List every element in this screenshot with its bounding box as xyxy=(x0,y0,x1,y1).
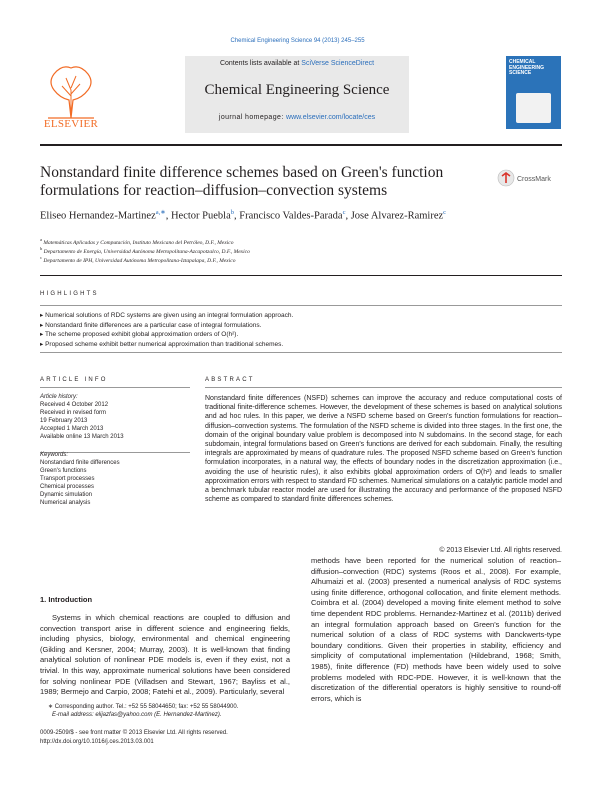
article-title: Nonstandard finite difference schemes based on Green's function formulations for reaction–diffusion–convection systems xyxy=(40,164,444,199)
journal-citation[interactable]: Chemical Engineering Science 94 (2013) 245–255 xyxy=(230,38,365,44)
cover-title: CHEMICAL ENGINEERING SCIENCE xyxy=(509,59,545,76)
body-column-left: Systems in which chemical reactions are coupled to diffusion and convection transport arise in different science and engineering fields, including physics, biology, environmental and chemical engineering (Gikling and Kersner, 2004; Murray, 2003). It is well-known that finding analytical solution of nonlinear PDE models is, even if they exist, not a trivial. In this way, approximate numerical solutions have been considered for solving nonlinear PDE (Villadsen and Stewart, 1967; Bayliss et al., 1989; Bermejo and Carpio, 2008; Fatehi et al., 2009). Particularly, several xyxy=(40,613,290,697)
homepage-link[interactable]: www.elsevier.com/locate/ces xyxy=(286,114,376,121)
author-name: Eliseo Hernandez-Martinez xyxy=(40,210,156,222)
author-name: Francisco Valdes-Parada xyxy=(239,210,343,222)
section-heading: 1. Introduction xyxy=(40,595,93,604)
keyword: Green's functions xyxy=(40,468,87,474)
email-note[interactable]: E-mail address: elijazfas@yahoo.com (E. Hernandez-Martinez). xyxy=(52,712,222,718)
history-item: Accepted 1 March 2013 xyxy=(40,426,104,432)
publisher-name: ELSEVIER xyxy=(43,118,99,130)
cover-illustration xyxy=(516,93,551,123)
author-sup[interactable]: a,∗ xyxy=(155,209,166,216)
article-info-rule xyxy=(40,387,190,388)
journal-title: Chemical Engineering Science xyxy=(204,82,390,98)
corresponding-author-note: ∗ Corresponding author. Tel.: +52 55 58044650; fax: +52 55 58044900. xyxy=(48,704,239,710)
keyword: Nonstandard finite differences xyxy=(40,460,120,466)
author-sup[interactable]: b xyxy=(230,209,234,216)
affiliation-rule xyxy=(40,275,562,276)
keyword: Dynamic simulation xyxy=(40,492,93,498)
body-column-right: methods have been reported for the numerical solution of reaction–diffusion–convection (RDC) systems (Roos et al., 2008). For example, Alhumaizi et al. (2003) presented a numerical analysis of RDC systems using finite difference, orthogonal collocation, and finite element methods. Coimbra et al. (2004) developed a moving finite element method to solve time dependent RDC problems. Hernandez-Martinez et al. (2011b) derived an integral formulation approach based on Green's function for the numerical solution of a class of RDC systems with Danckwerts-type boundary conditions. Given their properties in stability, efficiency and simplicity of computational implementation (Hildebrand, 1968; Smith, 1985), finite difference (FD) methods have been widely used to solve problems modeled with RDC-PDE. However, it is well-known that the discretization of the differential operators is highly sensitive to round-off errors, which is xyxy=(311,556,561,703)
history-label: Article history: xyxy=(40,394,78,400)
copyright-notice: © 2013 Elsevier Ltd. All rights reserved. xyxy=(439,547,562,554)
highlight-item: ▸ Numerical solutions of RDC systems are given using an integral formulation approach. xyxy=(40,312,294,319)
history-item: Received 4 October 2012 xyxy=(40,402,109,408)
keyword: Numerical analysis xyxy=(40,500,91,506)
crossmark-icon[interactable] xyxy=(497,168,557,188)
journal-cover-image xyxy=(506,56,561,129)
keyword: Chemical processes xyxy=(40,484,95,490)
keyword: Transport processes xyxy=(40,476,95,482)
article-info-heading: ARTICLE INFO xyxy=(40,377,108,383)
highlights-heading: HIGHLIGHTS xyxy=(40,291,99,297)
affiliation: $^a$ Matemáticas Aplicadas y Computación, Instituto Mexicano del Petróleo, D.F., Mexico xyxy=(40,237,234,246)
contents-line xyxy=(185,60,409,67)
highlight-item: ▸ Proposed scheme exhibit better numerical approximation than traditional schemes. xyxy=(40,340,284,348)
author-name: Jose Alvarez-Ramirez xyxy=(350,210,444,222)
contents-prefix: Contents lists available at xyxy=(219,60,302,67)
homepage-label: journal homepage: xyxy=(218,114,287,121)
doi-link[interactable]: http://dx.doi.org/10.1016/j.ces.2013.03.001 xyxy=(40,739,154,745)
abstract-rule xyxy=(205,387,562,388)
highlights-bottom-rule xyxy=(40,352,562,353)
affiliation: $^c$ Departamento de IPH, Universidad Autónoma Metropolitana-Iztapalapa, D.F., Mexico xyxy=(40,255,236,264)
highlight-item: ▸ The scheme proposed exhibit global approximation orders of O(h²). xyxy=(40,331,239,338)
history-item: Received in revised form xyxy=(40,410,107,416)
elsevier-tree-logo xyxy=(40,56,102,126)
history-item: Available online 13 March 2013 xyxy=(40,434,124,440)
highlights-rule xyxy=(40,305,562,306)
author-sup[interactable]: c xyxy=(443,209,447,216)
affiliation: $^b$ Departamento de Energía, Universidad Autónoma Metropolitana-Azcapotzalco, D.F., Mexico xyxy=(40,246,250,255)
author-list: Eliseo Hernandez-Martinez$^{a,∗}$, Hector Puebla$^b$, Francisco Valdes-Parada$^c$, Jose Alvarez-Ramirez$^c$ xyxy=(40,209,447,222)
crossmark-label: CrossMark xyxy=(517,176,551,183)
highlight-item: ▸ Nonstandard finite differences are a particular case of integral formulations. xyxy=(40,321,262,329)
author-name: Hector Puebla xyxy=(170,210,231,222)
issn-line: 0009-2509/$ - see front matter © 2013 Elsevier Ltd. All rights reserved. xyxy=(40,730,228,736)
history-item: 19 February 2013 xyxy=(40,418,88,424)
header-rule xyxy=(40,144,562,146)
author-sup[interactable]: c xyxy=(342,209,346,216)
keywords-label: Keywords: xyxy=(40,452,69,458)
journal-homepage-line xyxy=(185,114,409,121)
abstract-text: Nonstandard finite differences (NSFD) schemes can improve the accuracy and reduce computational costs of traditional finite-difference schemes. However, the development of these schemes is based on analytical solutions and ad hoc rules. In this paper, we derive a NSFD scheme based on Green's function formulations for reaction–diffusion–convection systems. The formulation of the NSFD scheme is divided into three stages. In the first one, the domain of the original boundary value problem is decomposed into N subdomains. In the second stage, for each subdomain, integral formulations based on Green's functions are derived for each subdomain. Finally, the resulting integrals are approximated by means of quadrature rules. The proposed NSFD scheme based on Green's function formulation incorporates, in a natural way, the effects of boundary nodes in the discretization approximation (i.e., avoiding the use of heuristic rules), it also exhibits global approximation orders of O(h²) and leads to smaller approximation errors with respect to standard FD schemes. Numerical simulations on a catalytic particle model and a benchmark tubular reactor model are used for illustrating the accuracy and performance of the proposed NSFD scheme as compared to standard finite differences schemes. xyxy=(205,395,562,504)
abstract-heading: ABSTRACT xyxy=(205,377,255,383)
sciencedirect-link[interactable]: SciVerse ScienceDirect xyxy=(301,60,375,67)
